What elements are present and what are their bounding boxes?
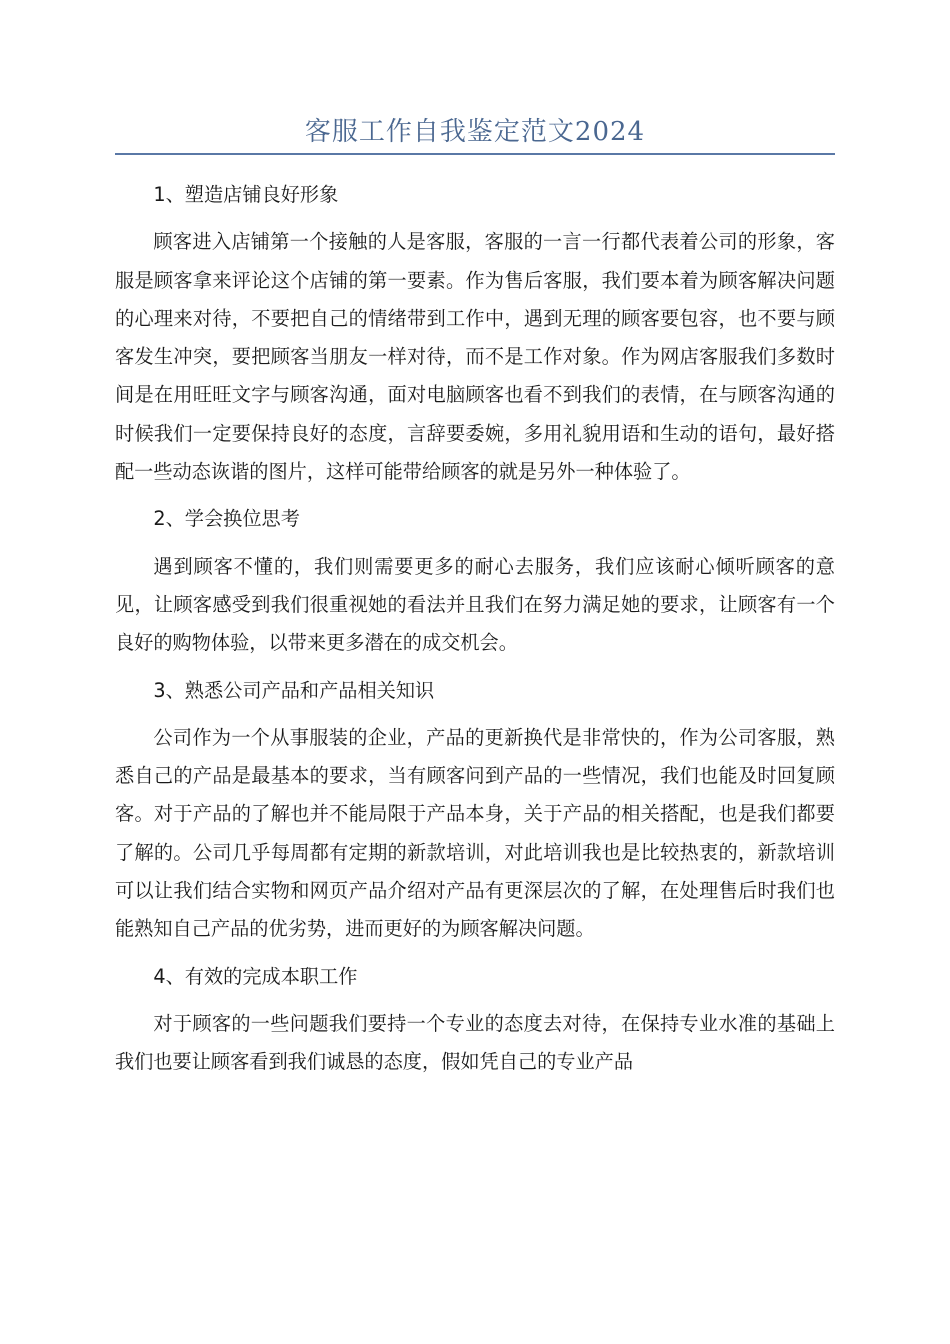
document-body	[115, 176, 835, 1091]
section-heading-1: 1、塑造店铺良好形象	[153, 183, 339, 206]
body-paragraph-1: 顾客进入店铺第一个接触的人是客服，客服的一言一行都代表着公司的形象，客服是顾客拿来评论这个店铺的第一要素。作为售后客服，我们要本着为顾客解决问题的心理来对待，不要把自己的情绪带到工作中，遇到无理的顾客要包容，也不要与顾客发生冲突，要把顾客当朋友一样对待，而不是工作对象。作为网店客服我们多数时间是在用旺旺文字与顾客沟通，面对电脑顾客也看不到我们的表情，在与顾客沟通的时候我们一定要保持良好的态度，言辞要委婉，多用礼貌用语和生动的语句，最好搭配一些动态诙谐的图片，这样可能带给顾客的就是另外一种体验了。	[115, 230, 835, 484]
body-paragraph-4: 对于顾客的一些问题我们要持一个专业的态度去对待，在保持专业水准的基础上我们也要让顾客看到我们诚恳的态度，假如凭自己的专业产品	[115, 1011, 835, 1074]
section-heading-4: 4、有效的完成本职工作	[153, 964, 358, 988]
body-paragraph-2: 遇到顾客不懂的，我们则需要更多的耐心去服务，我们应该耐心倾听顾客的意见，让顾客感受到我们很重视她的看法并且我们在努力满足她的要求，让顾客有一个良好的购物体验，以带来更多潜在的成交机会。	[115, 554, 835, 655]
body-paragraph-3: 公司作为一个从事服装的企业，产品的更新换代是非常快的，作为公司客服，熟悉自己的产品是最基本的要求，当有顾客问到产品的一些情况，我们也能及时回复顾客。对于产品的了解也并不能局限于产品本身，关于产品的相关搭配，也是我们都要了解的。公司几乎每周都有定期的新款培训，对此培训我也是比较热衷的，新款培训可以让我们结合实物和网页产品介绍对产品有更深层次的了解，在处理售后时我们也能熟知自己产品的优劣势，进而更好的为顾客解决问题。	[115, 725, 835, 941]
title-underline	[115, 153, 835, 155]
document-title: 客服工作自我鉴定范文2024	[304, 117, 646, 147]
section-heading-2: 2、学会换位思考	[153, 507, 300, 531]
section-heading-3: 3、熟悉公司产品和产品相关知识	[153, 678, 435, 702]
